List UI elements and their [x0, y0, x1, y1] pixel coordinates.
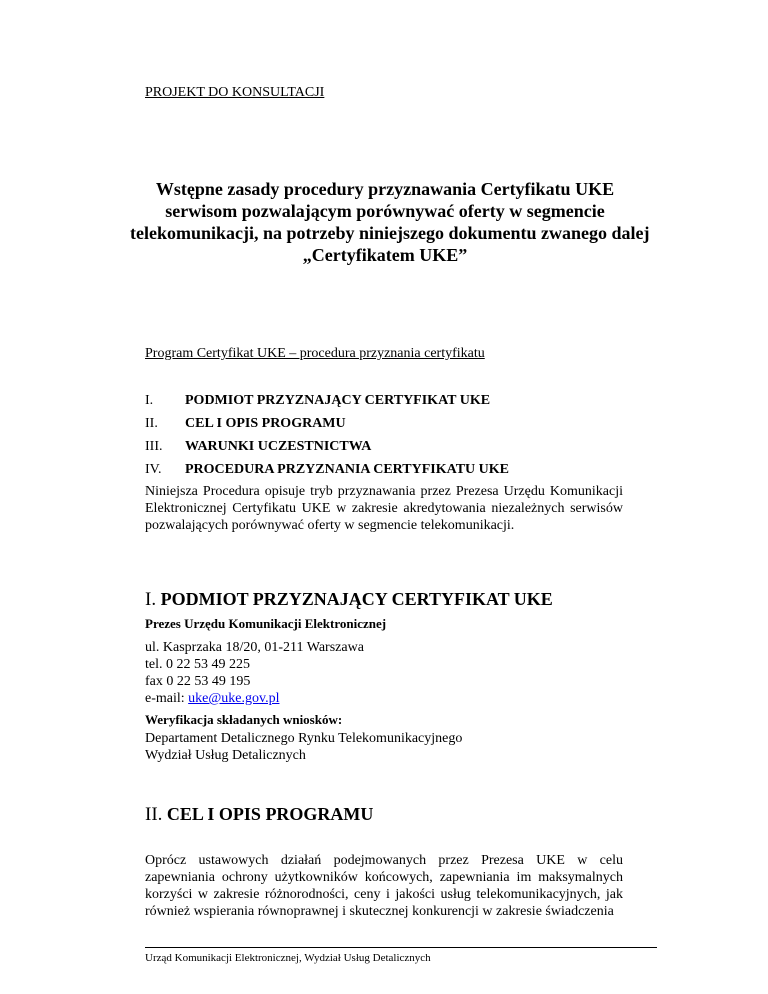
toc-label: WARUNKI UCZESTNICTWA	[185, 439, 372, 454]
email-link[interactable]: uke@uke.gov.pl	[188, 691, 280, 706]
title-line: serwisom pozwalającym porównywać oferty w segmencie	[165, 201, 605, 221]
section-heading	[145, 804, 373, 826]
page-footer: Urząd Komunikacji Elektronicznej, Wydział Usług Detalicznych	[145, 952, 431, 964]
title-line: „Certyfikatem UKE”	[302, 245, 468, 265]
section-title: PODMIOT PRZYZNAJĄCY CERTYFIKAT UKE	[160, 589, 553, 609]
email-prefix: e-mail:	[145, 691, 189, 706]
section-heading	[145, 589, 553, 611]
toc-item	[145, 393, 625, 416]
section-title: CEL I OPIS PROGRAMU	[166, 804, 374, 824]
toc-label: PODMIOT PRZYZNAJĄCY CERTYFIKAT UKE	[185, 393, 491, 408]
toc-number: II.	[145, 416, 158, 431]
toc-item	[145, 462, 625, 485]
phone-line: tel. 0 22 53 49 225	[145, 657, 250, 672]
fax-line: fax 0 22 53 49 195	[145, 674, 251, 689]
address-line: ul. Kasprzaka 18/20, 01-211 Warszawa	[145, 640, 364, 655]
toc-item	[145, 439, 625, 462]
section-number: I.	[145, 589, 157, 610]
toc-label: CEL I OPIS PROGRAMU	[185, 416, 346, 431]
draft-label: PROJEKT DO KONSULTACJI	[145, 85, 325, 100]
verification-block	[145, 730, 462, 764]
table-of-contents	[145, 393, 625, 485]
program-title: Program Certyfikat UKE – procedura przyznania certyfikatu	[145, 346, 485, 361]
toc-number: IV.	[145, 462, 162, 477]
division-line: Wydział Usług Detalicznych	[145, 748, 306, 763]
footer-divider	[145, 947, 657, 948]
section-number: II.	[145, 804, 163, 825]
title-line: Wstępne zasady procedury przyznawania Certyfikatu UKE	[155, 179, 615, 199]
authority-name: Prezes Urzędu Komunikacji Elektronicznej	[145, 616, 387, 631]
intro-paragraph: Niniejsza Procedura opisuje tryb przyznawania przez Prezesa Urzędu Komunikacji Elektronicznej Certyfikatu UKE w zakresie akredytowania niezależnych serwisów pozwalających porównywać oferty w segmencie telekomunikacji.	[145, 484, 623, 533]
toc-label: PROCEDURA PRZYZNANIA CERTYFIKATU UKE	[185, 462, 509, 477]
section-paragraph: Oprócz ustawowych działań podejmowanych przez Prezesa UKE w celu zapewniania ochrony użytkowników końcowych, zapewniania im maksymalnych korzyści w zakresie różnorodności, ceny i jakości usług telekomunikacyjnych, jak również wspierania równoprawnej i skutecznej konkurencji w zakresie świadczenia	[145, 853, 623, 919]
toc-number: I.	[145, 393, 154, 408]
toc-item	[145, 416, 625, 439]
document-title	[130, 178, 650, 266]
title-line: telekomunikacji, na potrzeby niniejszego dokumentu zwanego dalej	[130, 223, 650, 243]
contact-block	[145, 639, 364, 707]
toc-number: III.	[145, 439, 163, 454]
department-line: Departament Detalicznego Rynku Telekomunikacyjnego	[145, 731, 463, 746]
email-line	[145, 690, 364, 707]
verification-label: Weryfikacja składanych wniosków:	[145, 712, 343, 727]
